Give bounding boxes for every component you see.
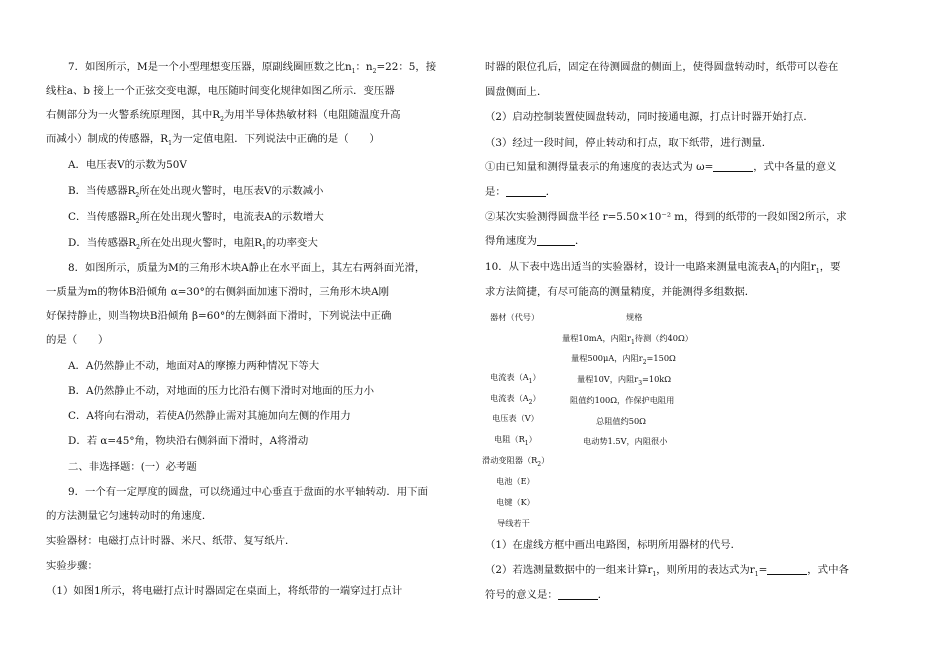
q9-cont-line1: 时器的限位孔后，固定在待测圆盘的侧面上，使得圆盘转动时，纸带可以卷在	[485, 61, 839, 73]
q9-q2-line2: 得角速度为 ．	[485, 235, 586, 247]
section-heading: 二、非选择题：(一）必考题	[68, 461, 197, 473]
q8-option-c: C．A将向右滑动，若使A仍然静止需对其施加向左侧的作用力	[68, 410, 351, 422]
q8-option-a: A．A仍然静止不动，地面对A的摩擦力两种情况下等大	[68, 360, 320, 372]
q9-step2: （2）启动控制装置使圆盘转动，同时接通电源，打点计时器开始打点．	[485, 111, 814, 123]
spec-e: 电动势1.5V，内阻很小	[583, 436, 668, 446]
item-wires: 导线若干	[497, 518, 530, 528]
spec-r1: 阻值约100Ω，作保护电阻用	[570, 395, 675, 405]
q8-line1: 8．如图所示，质量为M的三角形木块A静止在水平面上，其左右两斜面光滑，	[68, 262, 426, 274]
q9-q1-meaning: 是： ．	[485, 186, 557, 198]
spec-a1: 量程10mA，内阻$r_1$待测（约40Ω）	[562, 333, 693, 346]
q9-cont-line2: 圆盘侧面上．	[485, 86, 548, 98]
q9-line1: 9．一个有一定厚度的圆盘，可以绕通过中心垂直于盘面的水平轴转动．用下面	[68, 486, 428, 498]
item-resistor: 电阻$(R_1)$	[494, 434, 537, 447]
q7-line4: 而减小）制成的传感器，$R_1$为一定值电阻．下列说法中正确的是（ ）	[46, 133, 380, 147]
q7-option-c: C．当传感器$R_2$所在处出现火警时，电流表A的示数增大	[68, 211, 324, 225]
q9-step3: （3）经过一段时间，停止转动和打点，取下纸带，进行测量．	[485, 137, 773, 149]
angular-speed-blank	[537, 235, 575, 246]
q7-option-d: D．当传感器$R_2$所在处出现火警时，电阻$R_1$的功率变大	[68, 237, 318, 251]
q9-q1-line: ①由已知量和测得量表示的角速度的表达式为 ω= ，式中各量的意义	[485, 161, 837, 173]
spec-v: 量程10V，内阻$r_3=10k\Omega$	[577, 374, 672, 387]
q10-line1: 10．从下表中选出适当的实验器材，设计一电路来测量电流表$A_1$的内阻$r_1$，要	[485, 261, 841, 275]
item-ammeter-a2: 电流表$(A_2)$	[490, 393, 541, 406]
q8-line3: 好保持静止，则当物块B沿倾角 β=60°的左侧斜面下滑时，下列说法中正确	[46, 310, 392, 322]
q10-part2-meaning: 符号的意义是： ．	[485, 589, 609, 601]
q10-part1: （1）在虚线方框中画出电路图，标明所用器材的代号．	[485, 539, 741, 551]
item-voltmeter: 电压表（V）	[492, 413, 539, 423]
symbol-meaning-blank	[558, 589, 598, 600]
meaning-answer-blank	[506, 186, 546, 197]
q8-option-d: D．若 α=45°角，物块沿右侧斜面下滑时，A将滑动	[68, 435, 309, 447]
q10-part2: （2）若选测量数据中的一组来计算$r_1$，则所用的表达式为$r_1=$ ，式中各	[485, 564, 849, 578]
q7-line3: 右侧部分为一火警系统原理图，其中$R_2$为用半导体热敏材料（电阻随温度升高	[46, 109, 401, 123]
q7-line1: 7．如图所示，M是一个小型理想变压器，原副线圈匝数之比$n_1$：$n_2=22$：5，接	[68, 61, 437, 75]
spec-a2: 量程500μA，内阻$r_2=150\Omega$	[571, 353, 676, 366]
table-head-spec: 规格	[626, 312, 643, 322]
omega-answer-blank	[713, 161, 753, 172]
item-ammeter-a1: 电流表$(A_1)$	[490, 372, 541, 385]
q8-line4: 的是（ ）	[46, 334, 109, 346]
table-head-equipment: 器材（代号）	[490, 312, 540, 322]
r1-expression-blank	[767, 564, 807, 575]
q8-option-b: B．A仍然静止不动，对地面的压力比沿右侧下滑时对地面的压力小	[68, 385, 375, 397]
q9-line4: 实验步骤：	[46, 560, 98, 572]
q9-line5: （1）如图1所示，将电磁打点计时器固定在桌面上，将纸带的一端穿过打点计	[46, 585, 403, 597]
item-switch: 电键（K）	[496, 497, 535, 507]
q9-q2-line1: ②某次实验测得圆盘半径 r=5.50×10⁻² m，得到的纸带的一段如图2所示，求	[485, 211, 847, 223]
spec-r2: 总阻值约50Ω	[596, 416, 646, 426]
q7-option-b: B．当传感器$R_2$所在处出现火警时，电压表V的示数减小	[68, 185, 324, 199]
item-rheostat: 滑动变阻器$(R_2)$	[482, 455, 550, 468]
q7-option-a: A．电压表V的示数为50V	[68, 159, 187, 171]
q7-line2: 线柱a、b 接上一个正弦交变电源，电压随时间变化规律如图乙所示．变压器	[46, 85, 395, 97]
q10-line2: 求方法简捷，有尽可能高的测量精度，并能测得多组数据．	[485, 286, 756, 298]
item-battery: 电池（E）	[496, 476, 535, 486]
q8-line2: 一质量为m的物体B沿倾角 α=30°的右侧斜面加速下滑时，三角形木块A刚	[46, 286, 389, 298]
q9-line3: 实验器材：电磁打点计时器、米尺、纸带、复写纸片．	[46, 535, 296, 547]
q9-line2: 的方法测量它匀速转动时的角速度．	[46, 510, 213, 522]
